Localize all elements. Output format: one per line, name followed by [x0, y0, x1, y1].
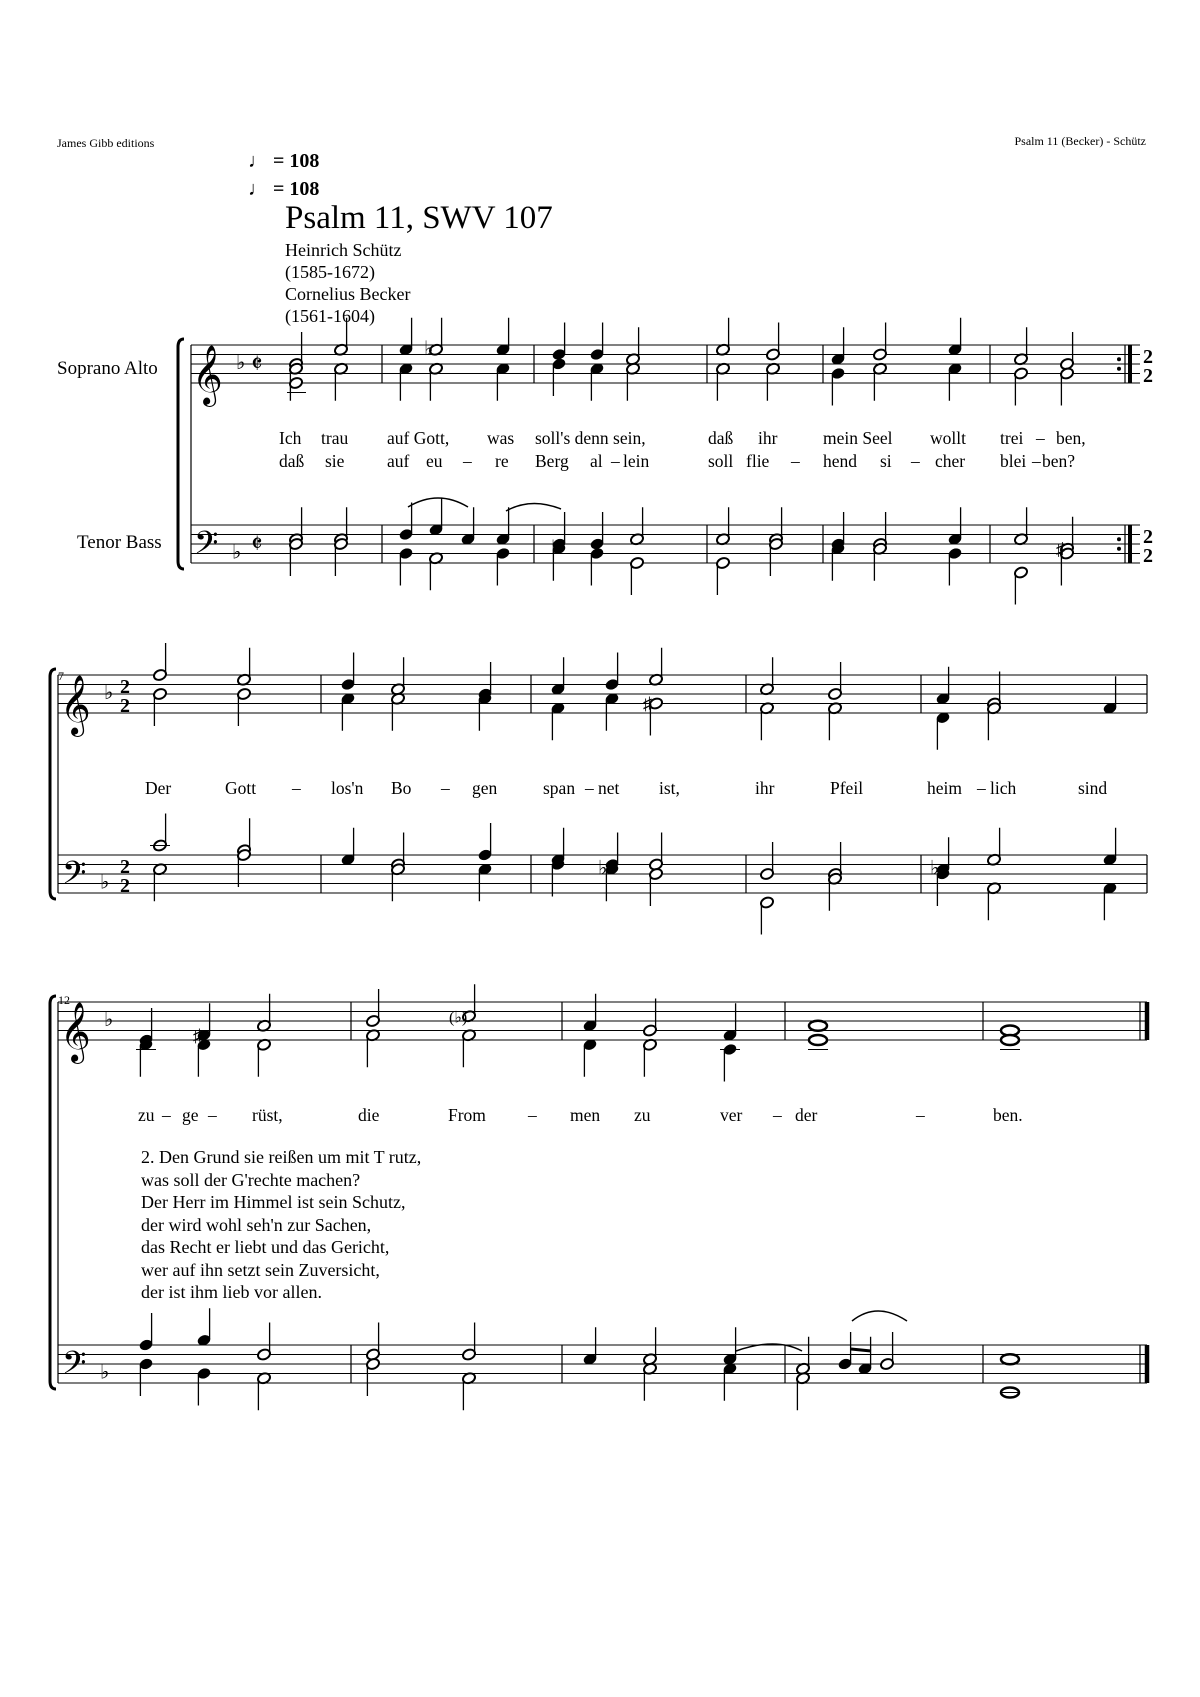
lyric: daß — [708, 428, 734, 448]
lyric: auf — [387, 451, 410, 471]
lyric: soll's denn sein, — [535, 428, 646, 448]
flat-key-signature-icon: ♭ — [100, 1361, 110, 1384]
lyric: ben, — [1056, 428, 1086, 448]
verse-line: der wird wohl seh'n zur Sachen, — [141, 1214, 372, 1235]
lyric: los'n — [331, 778, 364, 798]
system-bracket — [50, 996, 56, 1389]
piece-title: Psalm 11, SWV 107 — [285, 200, 553, 236]
lyric: ge — [182, 1105, 199, 1125]
flat-key-signature-icon: ♭ — [930, 857, 940, 880]
header-right: Psalm 11 (Becker) - Schütz — [1014, 134, 1146, 148]
lyricist-dates: (1561-1604) — [285, 306, 375, 326]
whole-note — [1001, 1354, 1019, 1364]
lyricist: Cornelius Becker — [285, 284, 411, 304]
lyric: – — [791, 451, 800, 471]
lyric: sind — [1078, 778, 1108, 798]
lyric: der — [795, 1105, 818, 1125]
lyric: ben. — [993, 1105, 1023, 1125]
header-left: James Gibb editions — [57, 136, 155, 150]
repeat-dot — [1117, 367, 1121, 371]
flat-key-signature-icon: ♭ — [236, 352, 246, 374]
lyric: heim — [927, 778, 962, 798]
cut-time-icon: 𝄵 — [251, 349, 263, 379]
verse-line: das Recht er liebt und das Gericht, — [141, 1237, 390, 1257]
lyric: – — [911, 451, 920, 471]
lyric: was — [487, 428, 515, 448]
lyric: die — [358, 1105, 380, 1125]
lyric: men — [570, 1105, 601, 1125]
beam — [851, 1349, 871, 1351]
lyric: Der — [145, 778, 172, 798]
repeat-dot — [1117, 547, 1121, 551]
lyric: wollt — [930, 428, 966, 448]
lyric: lich — [990, 778, 1017, 798]
lyric: Bo — [391, 778, 412, 798]
lyric: – — [292, 778, 301, 798]
cut-time-icon: 𝄵 — [251, 529, 263, 559]
whole-note — [809, 1021, 827, 1031]
time-signature: 2 — [120, 856, 130, 878]
lyric: lein — [623, 451, 650, 471]
verse-line: wer auf ihn setzt sein Zuversicht, — [141, 1259, 380, 1280]
lyric: – — [585, 778, 594, 798]
time-signature: 2 — [1143, 545, 1153, 567]
lyric: ist, — [659, 778, 680, 798]
lyric: – — [977, 778, 986, 798]
flat-key-signature-icon: ♭ — [100, 871, 110, 894]
flat-key-signature-icon: ♭ — [232, 541, 242, 564]
instrument-lower: Tenor Bass — [77, 532, 162, 553]
lyric: – — [162, 1105, 171, 1125]
verse-line: Der Herr im Himmel ist sein Schutz, — [141, 1192, 406, 1212]
lyric: – — [1032, 451, 1041, 471]
lyric: si — [880, 451, 892, 471]
lyric: Berg — [535, 451, 569, 471]
lyric: re — [495, 451, 509, 471]
composer: Heinrich Schütz — [285, 240, 402, 260]
whole-note — [809, 1035, 827, 1045]
system-bracket — [50, 669, 56, 899]
composer-dates: (1585-1672) — [285, 262, 375, 282]
quarter-note-icon: ♩ — [248, 150, 268, 172]
lyric: ver — [720, 1105, 743, 1125]
verse-line: 2. Den Grund sie reißen um mit T rutz, — [141, 1147, 422, 1167]
lyric: ihr — [755, 778, 775, 798]
treble-clef-icon: 𝄞 — [60, 677, 91, 734]
lyric: ihr — [758, 428, 778, 448]
lyric: hend — [823, 451, 858, 471]
time-signature: 2 — [120, 676, 130, 698]
lyric: span — [543, 778, 576, 798]
treble-clef-icon: 𝄞 — [192, 347, 223, 404]
whole-note — [1001, 1035, 1019, 1045]
lyric: soll — [708, 451, 734, 471]
measure-number-12: 12 — [58, 993, 70, 1007]
lyric: – — [773, 1105, 782, 1125]
sharp-icon: ♯ — [193, 1025, 202, 1046]
lyric: trei — [1000, 428, 1024, 448]
sharp-icon: ♯ — [1056, 538, 1065, 559]
quarter-note-icon: ♩ — [248, 178, 268, 200]
bass-clef-icon: 𝄢 — [62, 1346, 87, 1389]
lyric: – — [528, 1105, 537, 1125]
lyric: Pfeil — [830, 778, 864, 798]
lyric: – — [611, 451, 620, 471]
bass-clef-icon: 𝄢 — [194, 526, 219, 569]
verse-line: was soll der G'rechte machen? — [141, 1169, 361, 1190]
tempo-value: = 108 — [273, 150, 320, 172]
lyric: sie — [325, 451, 345, 471]
tempo-value: = 108 — [273, 178, 320, 200]
lyric: cher — [935, 451, 966, 471]
lyric: – — [916, 1105, 925, 1125]
tie — [506, 503, 561, 511]
verse-line: der ist ihm lieb vor allen. — [141, 1282, 322, 1302]
lyric: net — [598, 778, 620, 798]
slur — [852, 1311, 907, 1321]
lyric: Gott — [225, 778, 257, 798]
lyric: – — [1036, 428, 1045, 448]
lyric: zu — [634, 1105, 651, 1125]
time-signature: 2 — [1143, 526, 1153, 548]
flat-key-signature-icon: ♭ — [104, 1009, 114, 1031]
instrument-upper: Soprano Alto — [57, 358, 158, 379]
lyric: gen — [472, 778, 498, 798]
flat-key-signature-icon: ♭ — [104, 682, 114, 704]
time-signature: 2 — [1143, 346, 1153, 368]
treble-clef-icon: 𝄞 — [60, 1004, 91, 1061]
lyric: Ich — [279, 428, 302, 448]
time-signature: 2 — [120, 875, 130, 897]
flat-key-signature-icon: ♭ — [598, 857, 608, 880]
lyric: From — [448, 1105, 486, 1125]
system-bracket — [178, 339, 184, 569]
slur — [408, 498, 468, 507]
lyric: – — [463, 451, 472, 471]
lyric: zu — [138, 1105, 155, 1125]
time-signature: 2 — [120, 695, 130, 717]
lyric: auf Gott, — [387, 428, 450, 448]
lyric: al — [590, 451, 603, 471]
sharp-icon: ♯ — [643, 693, 652, 714]
flat-key-signature-icon: ♭ — [424, 337, 434, 360]
lyric: blei — [1000, 451, 1027, 471]
flat-key-signature-icon: ♭ — [551, 536, 561, 559]
lyric: rüst, — [252, 1105, 283, 1125]
lyric: – — [441, 778, 450, 798]
lyric: daß — [279, 451, 305, 471]
lyric: – — [208, 1105, 217, 1125]
repeat-dot — [1117, 537, 1121, 541]
lyric: trau — [321, 428, 349, 448]
flat-icon: (♭) — [449, 1009, 468, 1027]
time-signature: 2 — [1143, 365, 1153, 387]
measure-number-7: 7 — [58, 669, 64, 683]
repeat-dot — [1117, 357, 1121, 361]
lyric: eu — [426, 451, 443, 471]
lyric: ben? — [1042, 451, 1076, 471]
lyric: mein Seel — [823, 428, 893, 448]
lyric: flie — [746, 451, 770, 471]
bass-clef-icon: 𝄢 — [62, 856, 87, 899]
